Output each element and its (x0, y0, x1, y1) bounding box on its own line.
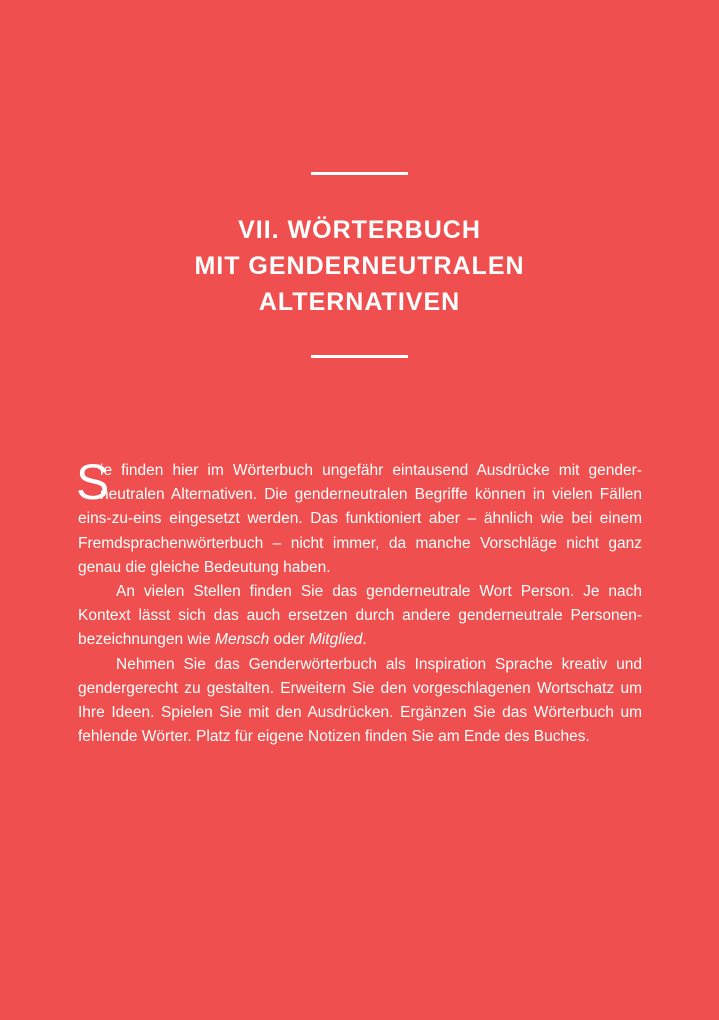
text-line (78, 628, 642, 652)
emphasis: Mensch (215, 631, 270, 649)
text: bezeichnungen wie (78, 631, 216, 649)
text-line: fehlende Wörter. Platz für eigene Notizen finden Sie am Ende des Buches. (78, 728, 590, 746)
text-line: An vielen Stellen finden Sie das genderneutrale Wort Person. Je nach (116, 582, 642, 600)
title-line: MIT GENDERNEUTRALEN (194, 252, 525, 280)
emphasis: Mitglied (308, 631, 363, 649)
text-line: Nehmen Sie das Genderwörterbuch als Inspiration Sprache kreativ und (116, 655, 642, 673)
drop-cap: S (76, 454, 110, 510)
text: . (362, 631, 367, 649)
text-line: Kontext lässt sich das auch ersetzen durch andere genderneutrale Personen- (78, 607, 642, 625)
bottom-divider (311, 355, 408, 358)
text-line: gendergerecht zu gestalten. Erweitern Sie den vorgeschlagenen Wortschatz um (78, 679, 642, 697)
title-line: ALTERNATIVEN (258, 288, 461, 316)
text: oder (269, 631, 309, 649)
text-line: ie finden hier im Wörterbuch ungefähr eintausend Ausdrücke mit gender- (100, 462, 642, 479)
text-line: neutralen Alternativen. Die genderneutralen Begriffe können in vielen Fällen (100, 486, 642, 504)
body-text (76, 454, 642, 749)
text-line: Ihre Ideen. Spielen Sie mit den Ausdrücken. Ergänzen Sie das Wörterbuch um (78, 703, 642, 721)
chapter-title (0, 212, 719, 320)
text-line: Fremdsprachenwörterbuch – nicht immer, da manche Vorschläge nicht ganz (78, 534, 642, 552)
top-divider (311, 172, 408, 175)
text-line: eins-zu-eins eingesetzt werden. Das funktioniert aber – ähnlich wie bei einem (78, 510, 642, 528)
text-line: genau die gleiche Bedeutung haben. (78, 558, 331, 576)
title-line: VII. WÖRTERBUCH (238, 216, 481, 244)
